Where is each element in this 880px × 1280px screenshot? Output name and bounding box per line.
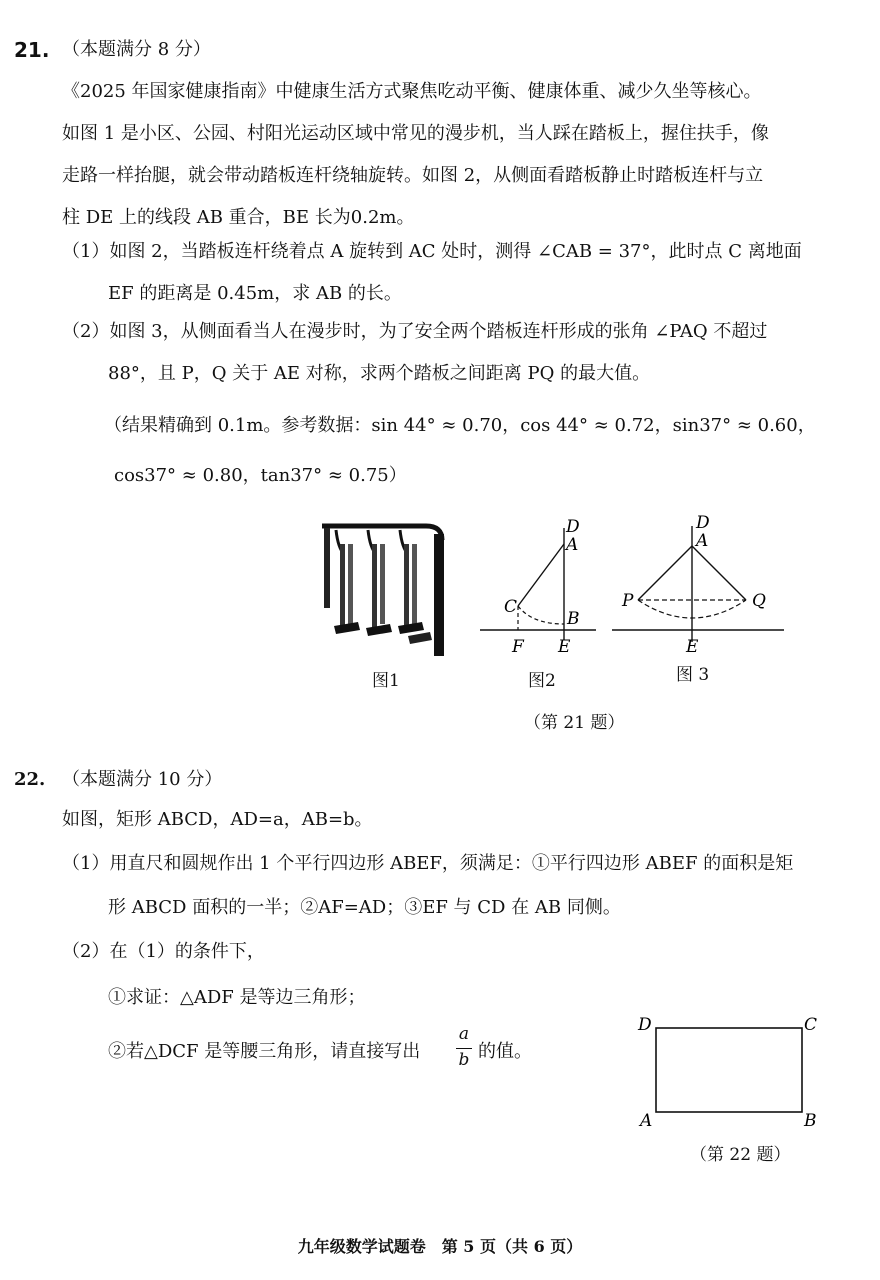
fig3-label-a: A <box>696 531 709 551</box>
q21-part2-line-2: 88°，且 P，Q 关于 AE 对称，求两个踏板之间距离 PQ 的最大值。 <box>108 363 651 384</box>
q21-intro-line-4: 柱 DE 上的线段 AB 重合，BE 长为0.2m。 <box>62 207 415 228</box>
q22-sub2-text: ②若△DCF 是等腰三角形，请直接写出 <box>108 1041 421 1062</box>
q22-sub1: ①求证：△ADF 是等边三角形； <box>108 987 366 1008</box>
fig2-diagram <box>474 512 604 658</box>
q22-intro: 如图，矩形 ABCD，AD=a，AB=b。 <box>62 809 373 830</box>
fig1-caption: 图1 <box>372 671 400 691</box>
rect-label-a: A <box>640 1111 653 1131</box>
fig2-label-d: D <box>566 517 580 537</box>
fig3-label-e: E <box>686 637 699 657</box>
q21-note-line-2: cos37° ≈ 0.80，tan37° ≈ 0.75） <box>114 465 407 486</box>
q22-header: （本题满分 10 分） <box>62 769 223 790</box>
q21-number: 21. <box>14 38 50 62</box>
q21-intro-line-3: 走路一样抬腿，就会带动踏板连杆绕轴旋转。如图 2，从侧面看踏板静止时踏板连杆与立 <box>62 165 764 186</box>
rect-label-c: C <box>804 1015 818 1035</box>
fig2-label-a: A <box>566 535 579 555</box>
fig2-label-b: B <box>567 609 580 629</box>
fig3-caption: 图 3 <box>676 665 710 685</box>
q21-caption: （第 21 题） <box>524 713 625 733</box>
q22-part1-line-1: （1）用直尺和圆规作出 1 个平行四边形 ABEF，须满足：①平行四边形 ABEF 的面积是矩 <box>62 853 794 874</box>
q21-note-line-1: （结果精确到 0.1m。参考数据：sin 44° ≈ 0.70，cos 44° ≈ 0.72，sin37° ≈ 0.60， <box>104 415 816 436</box>
fig2-label-c: C <box>504 597 518 617</box>
fraction-bar <box>456 1048 472 1049</box>
fig3-label-d: D <box>696 513 710 533</box>
fig1-walking-machine <box>316 518 466 658</box>
q22-sub2-suffix: 的值。 <box>478 1041 532 1062</box>
fig2-label-f: F <box>512 637 524 657</box>
fig2-label-e: E <box>558 637 571 657</box>
fig2-caption: 图2 <box>528 671 556 691</box>
q22-rectangle-figure <box>634 1008 834 1134</box>
q21-part2-line-1: （2）如图 3，从侧面看当人在漫步时，为了安全两个踏板连杆形成的张角 ∠PAQ 不超过 <box>62 321 768 342</box>
fraction-denominator: b <box>458 1050 470 1070</box>
fig3-label-p: P <box>622 591 634 611</box>
page-footer: 九年级数学试题卷 第 5 页（共 6 页） <box>297 1237 583 1256</box>
q21-intro-line-2: 如图 1 是小区、公园、村阳光运动区域中常见的漫步机，当人踩在踏板上，握住扶手，像 <box>62 123 769 144</box>
rect-label-d: D <box>638 1015 652 1035</box>
q21-intro-line-1: 《2025 年国家健康指南》中健康生活方式聚焦吃动平衡、健康体重、减少久坐等核心。 <box>62 81 762 102</box>
q21-part1-line-2: EF 的距离是 0.45m，求 AB 的长。 <box>108 283 402 304</box>
fraction-numerator: a <box>458 1024 470 1044</box>
q22-caption: （第 22 题） <box>690 1145 791 1165</box>
fig3-diagram <box>608 512 788 658</box>
q21-header: （本题满分 8 分） <box>62 39 211 60</box>
fig3-label-q: Q <box>752 591 766 611</box>
rect-label-b: B <box>804 1111 817 1131</box>
q22-part1-line-2: 形 ABCD 面积的一半；②AF=AD；③EF 与 CD 在 AB 同侧。 <box>108 897 621 918</box>
q22-part2: （2）在（1）的条件下， <box>62 941 265 962</box>
q22-number: 22. <box>14 769 46 790</box>
q21-part1-line-1: （1）如图 2，当踏板连杆绕着点 A 旋转到 AC 处时，测得 ∠CAB = 37°，此时点 C 离地面 <box>62 241 802 262</box>
